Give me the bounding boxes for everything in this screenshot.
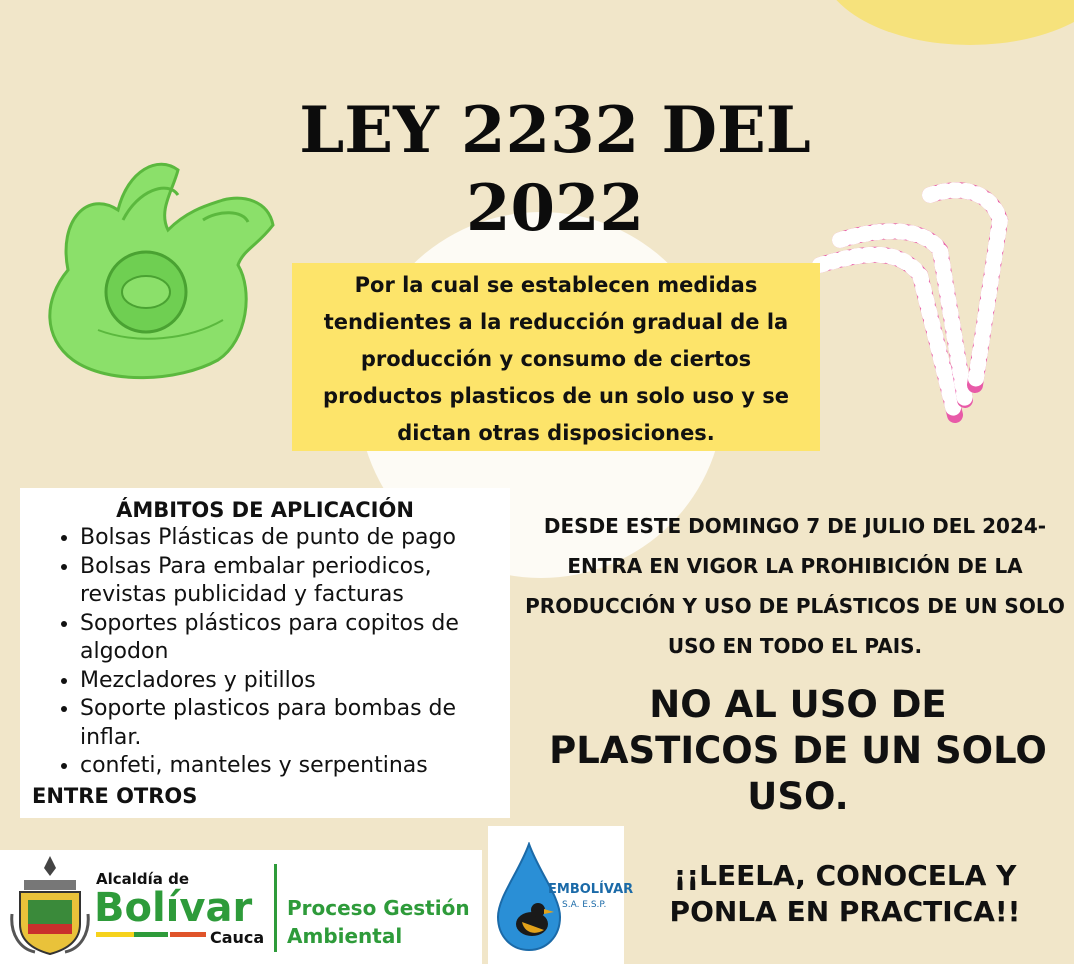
page-title <box>200 92 910 248</box>
proceso-label <box>287 894 470 950</box>
list-item: • Soporte plasticos para bombas de inflar. <box>80 695 498 752</box>
list-item: • Bolsas Para embalar periodicos, revistas publicidad y facturas <box>80 553 498 610</box>
departamento-label: Cauca <box>210 928 265 947</box>
list-item: • Mezcladores y pitillos <box>80 667 498 696</box>
embolivar-logo-block <box>488 826 634 964</box>
flag-stripe-green <box>134 932 168 937</box>
title-line-2: 2022 <box>465 171 645 246</box>
embolivar-name: EMBOLÍVAR <box>548 882 634 897</box>
call-to-action <box>640 858 1050 930</box>
effective-date-notice: DESDE ESTE DOMINGO 7 DE JULIO DEL 2024- ENTRA EN VIGOR LA PROHIBICIÓN DE LA PRODUCCIÓN Y USO DE PLÁSTICOS DE UN SOLO USO EN TODO EL PAIS. <box>525 514 1065 658</box>
title-line-1: LEY 2232 DEL <box>299 93 811 168</box>
proceso-line-2: Ambiental <box>287 924 403 948</box>
scope-title: ÁMBITOS DE APLICACIÓN <box>116 498 414 522</box>
proceso-line-1: Proceso Gestión <box>287 896 470 920</box>
list-item: • Soportes plásticos para copitos de algodon <box>80 610 498 667</box>
cta-line-2: PONLA EN PRACTICA!! <box>669 895 1021 928</box>
water-drop-bird-icon <box>494 842 564 952</box>
list-item: • confeti, manteles y serpentinas <box>80 752 498 781</box>
embolivar-subtitle: S.A. E.S.P. <box>562 900 607 910</box>
alcaldia-label: Alcaldía de <box>96 870 190 888</box>
scope-panel <box>20 488 510 818</box>
scope-footer: ENTRE OTROS <box>32 783 198 808</box>
divider <box>274 864 277 952</box>
law-description: Por la cual se establecen medidas tendientes a la reducción gradual de la producción y consumo de ciertos productos plasticos de un solo uso y se dictan otras disposiciones. <box>292 263 820 451</box>
list-item: • Bolsas Plásticas de punto de pago <box>80 524 498 553</box>
alcaldia-logo-block <box>0 850 482 964</box>
slogan: NO AL USO DE PLASTICOS DE UN SOLO USO. <box>549 683 1047 818</box>
yellow-sun-decoration <box>820 0 1074 45</box>
scope-list <box>32 524 498 781</box>
municipio-name: Bolívar <box>94 885 253 931</box>
flag-stripe-red <box>170 932 206 937</box>
coat-of-arms-icon <box>10 854 90 960</box>
cta-line-1: ¡¡LEELA, CONOCELA Y <box>673 859 1017 892</box>
